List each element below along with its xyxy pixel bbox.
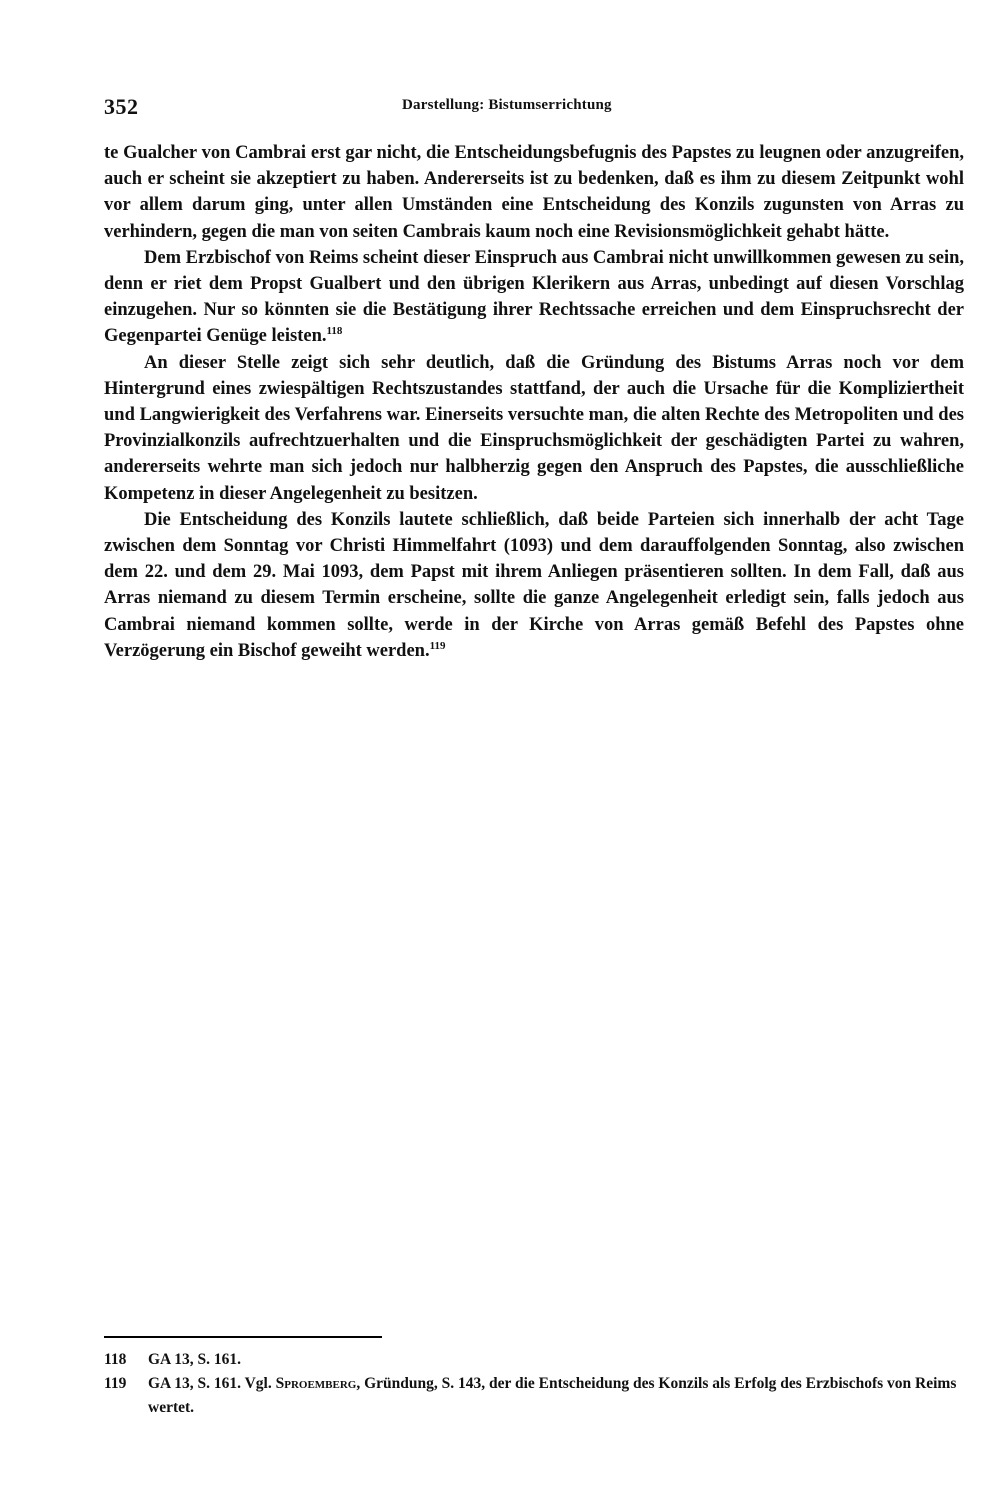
cited-author: Sproemberg xyxy=(275,1375,357,1392)
paragraph-text: Dem Erzbischof von Reims scheint dieser Einspruch aus Cambrai nicht unwillkommen gewesen zu sein, denn er riet dem Propst Gualbert und den übrigen Klerikern aus Arras, unbedingt auf diesen Vorschlag einzugehen. Nur so könnten sie die Bestätigung ihrer Rechtssache erreichen und dem Einspruchsrecht der Gegenpartei Genüge leisten. xyxy=(104,247,964,347)
paragraph-text: Die Entscheidung des Konzils lautete schließlich, daß beide Parteien sich innerhalb der acht Tage zwischen dem Sonntag vor Christi Himmelfahrt (1093) und dem darauffolgenden Sonntag, also zwischen dem 22. und dem 29. Mai 1093, dem Papst mit ihrem Anliegen präsentieren sollten. In dem Fall, daß aus Arras niemand zu diesem Termin erscheine, sollte die ganze Angelegenheit erledigt sein, falls jedoch aus Cambrai niemand kommen sollte, werde in der Kirche von Arras gemäß Befehl des Papstes ohne Verzögerung ein Bischof geweiht werden. xyxy=(104,509,964,661)
paragraph-3 xyxy=(104,350,964,507)
footnote-ref[interactable]: 119 xyxy=(429,639,446,652)
footnotes xyxy=(104,1348,964,1420)
paragraph-4 xyxy=(104,507,964,664)
footnote-text-part: GA 13, S. 161. Vgl. xyxy=(148,1375,276,1392)
footnote-number: 118 xyxy=(104,1351,127,1368)
footnote-text xyxy=(148,1372,964,1420)
running-head: Darstellung: Bistumserrichtung xyxy=(402,97,612,113)
paragraph-text: An dieser Stelle zeigt sich sehr deutlich, daß die Gründung des Bistums Arras noch vor dem Hintergrund eines zwiespältigen Rechtszustandes stattfand, der auch die Ursache für die Kompliziertheit und Langwierigkeit des Verfahrens war. Einerseits versuchte man, die alten Rechte des Metropoliten und des Provinzialkonzils aufrechtzuerhalten und die Einspruchsmöglichkeit der geschädigten Partei zu wahren, andererseits wehrte man sich jedoch nur halbherzig gegen den Anspruch des Papstes, die ausschließliche Kompetenz in dieser Angelegenheit zu besitzen. xyxy=(104,352,964,504)
footnote-text-part: , Gründung, S. 143, der die Entscheidung des Konzils als Erfolg des Erzbischofs von Reims wertet. xyxy=(148,1375,957,1416)
body-text xyxy=(104,140,964,664)
footnote-118 xyxy=(104,1348,964,1372)
paragraph-2 xyxy=(104,245,964,350)
page-number: 352 xyxy=(104,94,139,119)
paragraph-text: te Gualcher von Cambrai erst gar nicht, die Entscheidungsbefugnis des Papstes zu leugnen oder anzugreifen, auch er scheint sie akzeptiert zu haben. Andererseits ist zu bedenken, daß es ihm zu diesem Zeitpunkt wohl vor allem darum ging, unter allen Umständen eine Entscheidung des Konzils zugunsten von Arras zu verhindern, gegen die man von seiten Cambrais kaum noch eine Revisionsmöglichkeit gehabt hätte. xyxy=(104,143,964,242)
footnote-119 xyxy=(104,1372,964,1420)
page-header xyxy=(104,94,964,124)
footnote-divider xyxy=(104,1336,382,1338)
footnote-ref[interactable]: 118 xyxy=(326,325,343,338)
paragraph-1 xyxy=(104,140,964,245)
footnote-number: 119 xyxy=(104,1375,127,1392)
footnote-text: GA 13, S. 161. xyxy=(148,1351,242,1368)
